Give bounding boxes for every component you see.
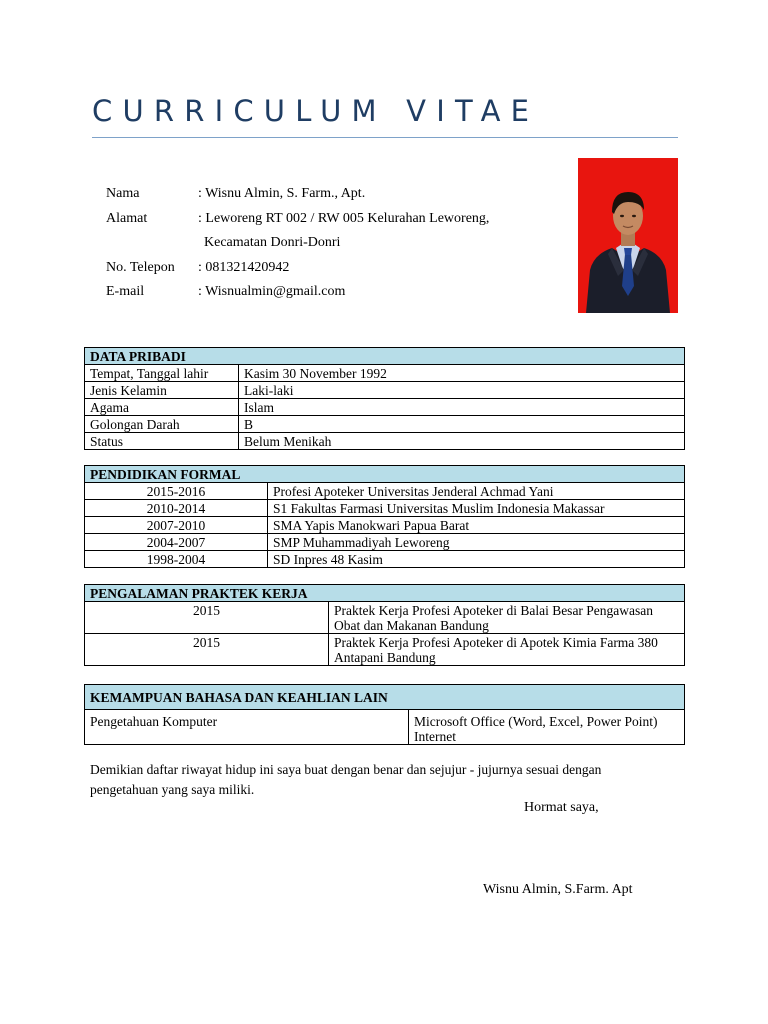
- table-row: [85, 433, 685, 450]
- regards-text: Hormat saya,: [524, 800, 599, 815]
- table-row: [85, 534, 685, 551]
- experience-header: PENGALAMAN PRAKTEK KERJA: [85, 585, 685, 602]
- email-row: [106, 280, 489, 305]
- education-year: 2015-2016: [85, 483, 268, 500]
- experience-line: Praktek Kerja Profesi Apoteker di Apotek Kimia Farma 380: [334, 635, 658, 650]
- experience-line: Antapani Bandung: [334, 650, 436, 665]
- contact-info: [106, 182, 489, 305]
- education-year: 2007-2010: [85, 517, 268, 534]
- experience-table: [84, 584, 685, 666]
- education-header: PENDIDIKAN FORMAL: [85, 466, 685, 483]
- education-year: 2010-2014: [85, 500, 268, 517]
- name-value: : Wisnu Almin, S. Farm., Apt.: [198, 186, 366, 201]
- table-row: [85, 382, 685, 399]
- table-row: [85, 634, 685, 666]
- table-row: [85, 483, 685, 500]
- table-row: [85, 399, 685, 416]
- education-year: 1998-2004: [85, 551, 268, 568]
- skills-value: [409, 710, 685, 745]
- profile-photo: [578, 158, 678, 313]
- skills-line: Microsoft Office (Word, Excel, Power Point): [414, 714, 658, 729]
- table-row: [85, 500, 685, 517]
- table-row: [85, 416, 685, 433]
- portrait-illustration: [578, 158, 678, 313]
- address-value-2: Kecamatan Donri-Donri: [204, 235, 341, 251]
- row-label: Status: [85, 433, 239, 450]
- email-value: : Wisnualmin@gmail.com: [198, 284, 346, 300]
- title-divider: [92, 137, 678, 138]
- row-label: Golongan Darah: [85, 416, 239, 433]
- personal-data-table: [84, 347, 685, 450]
- phone-row: [106, 256, 489, 281]
- experience-line: Praktek Kerja Profesi Apoteker di Balai Besar Pengawasan: [334, 603, 654, 618]
- phone-value: : 081321420942: [198, 259, 290, 275]
- education-school: SMP Muhammadiyah Leworeng: [268, 534, 685, 551]
- table-row: [85, 365, 685, 382]
- signature-name: Wisnu Almin, S.Farm. Apt: [483, 882, 633, 897]
- row-label: Tempat, Tanggal lahir: [85, 365, 239, 382]
- table-row: [85, 551, 685, 568]
- education-school: SD Inpres 48 Kasim: [268, 551, 685, 568]
- name-row: [106, 182, 489, 207]
- row-value: Laki-laki: [239, 382, 685, 399]
- table-row: [85, 710, 685, 745]
- address-value: : Leworeng RT 002 / RW 005 Kelurahan Leworeng,: [198, 210, 490, 226]
- row-label: Agama: [85, 399, 239, 416]
- skills-header: KEMAMPUAN BAHASA DAN KEAHLIAN LAIN: [85, 685, 685, 710]
- experience-description: [329, 634, 685, 666]
- table-row: [85, 517, 685, 534]
- personal-data-header: DATA PRIBADI: [85, 348, 685, 365]
- skills-table: [84, 684, 685, 745]
- experience-description: [329, 602, 685, 634]
- address-label: Alamat: [106, 210, 148, 226]
- name-label: Nama: [106, 186, 140, 201]
- page-title: CURRICULUM VITAE: [92, 94, 540, 128]
- experience-year: 2015: [85, 602, 329, 634]
- phone-label: No. Telepon: [106, 259, 175, 275]
- education-year: 2004-2007: [85, 534, 268, 551]
- address-row-2: [106, 231, 489, 256]
- education-school: Profesi Apoteker Universitas Jenderal Achmad Yani: [268, 483, 685, 500]
- education-school: S1 Fakultas Farmasi Universitas Muslim Indonesia Makassar: [268, 500, 685, 517]
- row-value: Kasim 30 November 1992: [239, 365, 685, 382]
- row-label: Jenis Kelamin: [85, 382, 239, 399]
- skills-label: Pengetahuan Komputer: [85, 710, 409, 745]
- row-value: B: [239, 416, 685, 433]
- address-row: [106, 207, 489, 232]
- row-value: Islam: [239, 399, 685, 416]
- education-school: SMA Yapis Manokwari Papua Barat: [268, 517, 685, 534]
- table-row: [85, 602, 685, 634]
- closing-statement: Demikian daftar riwayat hidup ini saya buat dengan benar dan sejujur - jujurnya sesuai dengan pengetahuan yang saya miliki.: [90, 762, 602, 797]
- email-label: E-mail: [106, 284, 145, 300]
- education-table: [84, 465, 685, 568]
- experience-line: Obat dan Makanan Bandung: [334, 618, 489, 633]
- skills-line: Internet: [414, 729, 456, 744]
- experience-year: 2015: [85, 634, 329, 666]
- row-value: Belum Menikah: [239, 433, 685, 450]
